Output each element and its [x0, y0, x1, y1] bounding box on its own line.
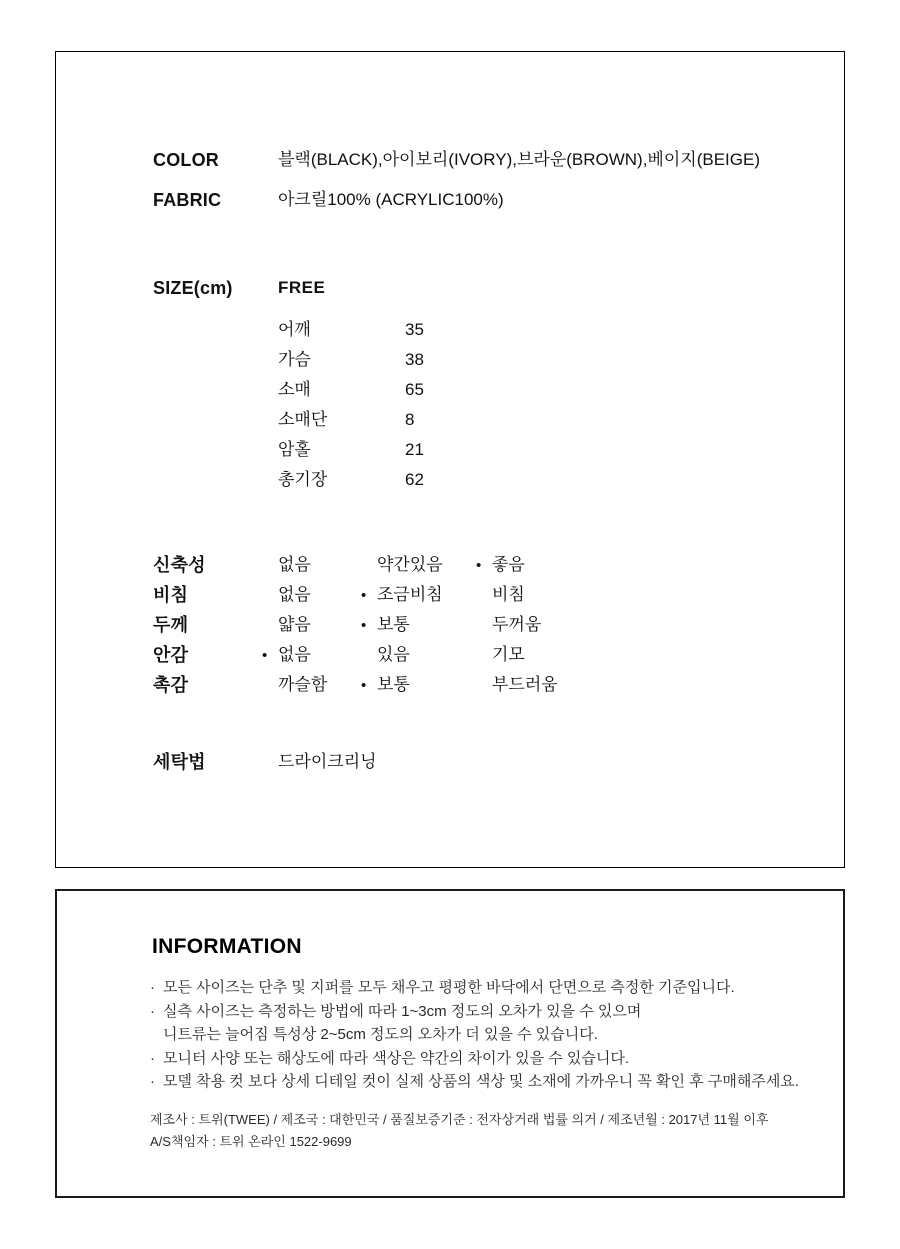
fabric-value: 아크릴100% (ACRYLIC100%)	[278, 190, 504, 209]
attribute-option	[476, 582, 525, 609]
attribute-option	[476, 552, 525, 579]
note-bullet: ·	[150, 1049, 155, 1067]
measurement-row	[56, 437, 844, 463]
measurement-value: 35	[405, 320, 424, 339]
measurement-name: 소매	[278, 380, 311, 399]
measurement-value: 38	[405, 350, 424, 369]
measurement-name: 어깨	[278, 320, 311, 339]
measurement-row	[56, 467, 844, 493]
attribute-label: 안감	[153, 645, 189, 665]
note-bullet: ·	[150, 1073, 155, 1090]
manufacturer-info-line1: 제조사 : 트위(TWEE) / 제조국 : 대한민국 / 품질보증기준 : 전자상거래 법률 의거 / 제조년월 : 2017년 11월 이후	[150, 1112, 769, 1127]
attribute-option-label: 보통	[377, 615, 410, 634]
attribute-option-label: 없음	[278, 585, 311, 604]
attribute-option-label: 기모	[492, 645, 525, 664]
attribute-option	[361, 612, 410, 639]
manufacturer-info-line2: A/S책임자 : 트위 온라인 1522-9699	[150, 1134, 352, 1149]
color-value: 블랙(BLACK),아이보리(IVORY),브라운(BROWN),베이지(BEIGE)	[278, 150, 760, 169]
attribute-row	[56, 582, 844, 608]
selected-marker-icon: •	[361, 587, 367, 604]
attribute-option-label: 부드러움	[492, 675, 558, 694]
attribute-label: 두께	[153, 615, 189, 635]
product-specs-box	[55, 51, 845, 868]
attribute-option	[361, 552, 443, 579]
attribute-option	[262, 582, 311, 609]
attribute-option-label: 비침	[492, 585, 525, 604]
info-note-text: 실측 사이즈는 측정하는 방법에 따라 1~3cm 정도의 오차가 있을 수 있으며	[163, 1002, 642, 1020]
measurement-value: 62	[405, 470, 424, 489]
care-label: 세탁법	[153, 752, 206, 772]
measurement-row	[56, 377, 844, 403]
attribute-label: 촉감	[153, 675, 189, 695]
color-label: COLOR	[153, 150, 219, 170]
attribute-option-label: 두꺼움	[492, 615, 542, 634]
info-note-text: 모델 착용 컷 보다 상세 디테일 컷이 실제 상품의 색상 및 소재에 가까우니 꼭 확인 후 구매해주세요.	[163, 1073, 799, 1090]
info-note	[150, 1000, 799, 1024]
selected-marker-icon: •	[361, 617, 367, 634]
measurement-value: 8	[405, 410, 415, 429]
attribute-option	[262, 672, 327, 699]
attribute-option-label: 까슬함	[278, 675, 328, 694]
attribute-row	[56, 642, 844, 668]
attribute-option-label: 보통	[377, 675, 410, 694]
note-bullet: ·	[150, 1002, 155, 1020]
attribute-option-label: 없음	[278, 555, 311, 574]
attribute-label: 신축성	[153, 555, 206, 575]
attribute-option-label: 약간있음	[377, 555, 443, 574]
measurement-row	[56, 347, 844, 373]
attribute-option-label: 좋음	[492, 555, 525, 574]
measurement-value: 65	[405, 380, 424, 399]
measurement-row	[56, 317, 844, 343]
attribute-option-label: 있음	[377, 645, 410, 664]
size-label: SIZE(cm)	[153, 278, 233, 298]
attribute-row	[56, 552, 844, 578]
selected-marker-icon: •	[476, 557, 482, 574]
attribute-row	[56, 672, 844, 698]
info-note	[150, 1070, 799, 1094]
attribute-option	[476, 672, 558, 699]
information-title: INFORMATION	[152, 935, 302, 958]
attribute-option	[476, 612, 541, 639]
info-note	[150, 1047, 799, 1071]
info-note	[150, 1023, 799, 1047]
information-notes	[150, 976, 799, 1094]
note-bullet: ·	[150, 979, 155, 996]
selected-marker-icon: •	[262, 647, 268, 664]
measurement-name: 소매단	[278, 410, 328, 429]
manufacturer-info	[150, 1109, 768, 1153]
color-row	[56, 147, 844, 173]
attribute-option	[476, 642, 525, 669]
fabric-label: FABRIC	[153, 190, 222, 210]
care-row	[56, 749, 844, 775]
care-value: 드라이크리닝	[278, 752, 377, 771]
size-header-row	[56, 275, 844, 301]
info-note-text: 모든 사이즈는 단추 및 지퍼를 모두 채우고 평평한 바닥에서 단면으로 측정한 기준입니다.	[163, 979, 735, 996]
info-note-text: 니트류는 늘어짐 특성상 2~5cm 정도의 오차가 더 있을 수 있습니다.	[163, 1026, 598, 1043]
info-note	[150, 976, 799, 1000]
attribute-option-label: 얇음	[278, 615, 311, 634]
measurement-name: 가슴	[278, 350, 311, 369]
information-box	[55, 889, 845, 1198]
selected-marker-icon: •	[361, 677, 367, 694]
fabric-row	[56, 187, 844, 213]
attribute-row	[56, 612, 844, 638]
measurement-name: 총기장	[278, 470, 328, 489]
measurement-value: 21	[405, 440, 424, 459]
attribute-option	[262, 552, 311, 579]
info-note-text: 모니터 사양 또는 해상도에 따라 색상은 약간의 차이가 있을 수 있습니다.	[163, 1049, 630, 1067]
attribute-option-label: 조금비침	[377, 585, 443, 604]
attribute-option	[361, 642, 410, 669]
attribute-option	[262, 612, 311, 639]
attribute-option	[361, 672, 410, 699]
measurement-name: 암홀	[278, 440, 311, 459]
size-free-value: FREE	[278, 278, 326, 297]
attribute-label: 비침	[153, 585, 189, 605]
attribute-option-label: 없음	[278, 645, 311, 664]
measurement-row	[56, 407, 844, 433]
attribute-option	[361, 582, 443, 609]
attribute-option	[262, 642, 311, 669]
